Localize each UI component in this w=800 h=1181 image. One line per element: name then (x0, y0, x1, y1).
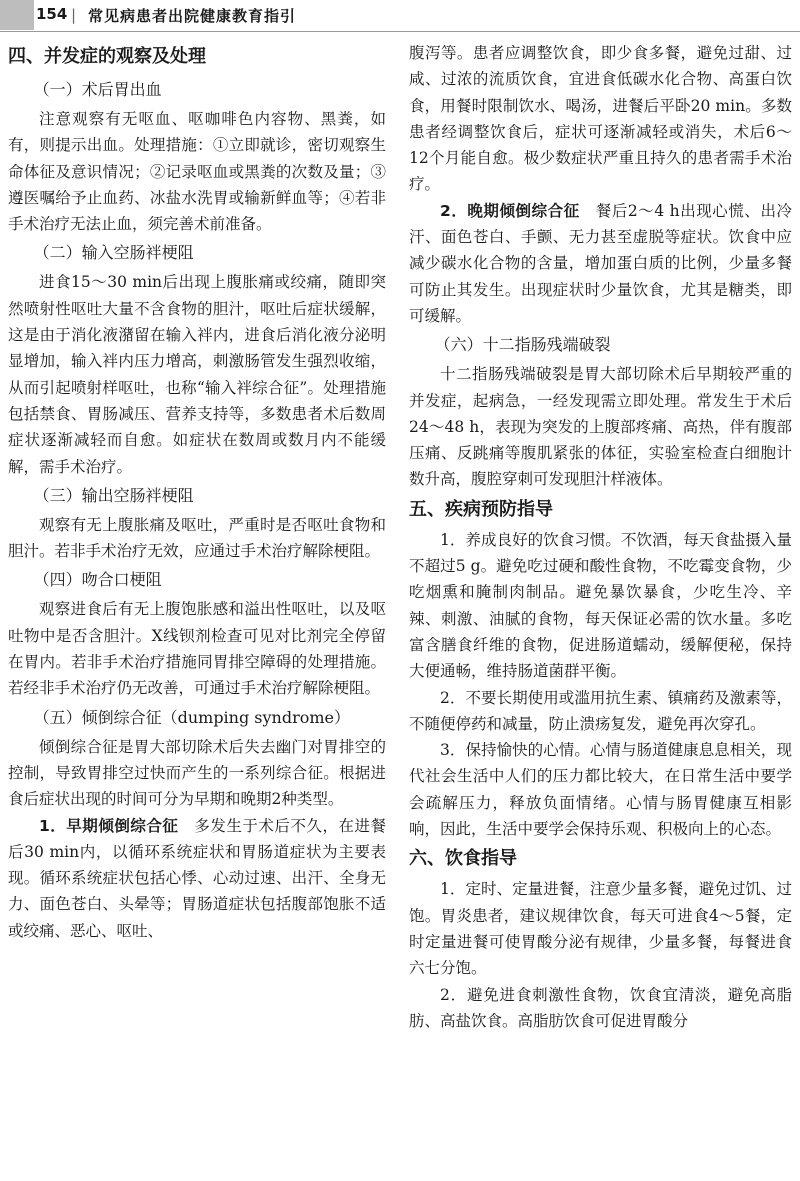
paragraph-afferent-loop: 进食15～30 min后出现上腹胀痛或绞痛，随即突然喷射性呕吐大量不含食物的胆汁，呕吐后症状缓解，这是由于消化液潴留在输入袢内，进食后消化液分泌明显增加，输入袢内压力增高，刺激肠管发生强烈收缩，从而引起喷射样呕吐，也称“输入袢综合征”。处理措施包括禁食、胃肠减压、营养支持等，多数患者术后数周症状逐渐减轻而自愈。如症状在数周或数月内不能缓解，需手术治疗。 (8, 273, 386, 476)
page-header (0, 0, 800, 30)
paragraph-prevention-1: 1．养成良好的饮食习惯。不饮酒，每天食盐摄入量不超过5 g。避免吃过硬和酸性食物，不吃霉变食物，少吃烟熏和腌制肉制品。避免暴饮暴食，少吃生冷、辛辣、刺激、油腻的食物，每天保证必需的饮水量。多吃富含膳食纤维的食物，促进肠道蠕动，缓解便秘，保持大便通畅，维持肠道菌群平衡。 (409, 530, 792, 681)
book-title: 常见病患者出院健康教育指引 (88, 7, 297, 25)
paragraph-early-dumping (8, 813, 386, 944)
right-column (409, 40, 792, 1034)
paragraph-early-dumping-cont: 腹泻等。患者应调整饮食，即少食多餐，避免过甜、过咸、过浓的流质饮食，宜进食低碳水化合物、高蛋白饮食，用餐时限制饮水、喝汤，进餐后平卧20 min。多数患者经调整饮食后，症状可逐渐减轻或消失，术后6～12个月能自愈。极少数症状严重且持久的患者需手术治疗。 (409, 44, 792, 194)
paragraph-gastric-bleeding: 注意观察有无呕血、呕咖啡色内容物、黑粪，如有，则提示出血。处理措施：①立即就诊，密切观察生命体征及意识情况；②记录呕血或黑粪的次数及量；③遵医嘱给予止血药、冰盐水洗胃或输新鲜血等；④若非手术治疗无法止血，须完善术前准备。 (8, 110, 386, 234)
section-heading-diet: 六、饮食指导 (409, 848, 517, 870)
subheading-efferent-loop: （三）输出空肠袢梗阻 (33, 485, 194, 505)
left-column (8, 40, 386, 944)
text-early-dumping: 多发生于术后不久，在进餐后30 min内，以循环系统症状和胃肠道症状为主要表现。循环系统症状包括心悸、心动过速、出汗、全身无力、面色苍白、头晕等；胃肠道症状包括腹部饱胀不适或绞痛、恶心、呕吐、 (8, 816, 386, 940)
paragraph-prevention-3: 3．保持愉快的心情。心情与肠道健康息息相关，现代社会生活中人们的压力都比较大，在日常生活中要学会疏解压力，释放负面情绪。心情与肠胃健康互相影响，因此，生活中要学会保持乐观、积极向上的心态。 (409, 741, 792, 839)
label-late-dumping: 2．晚期倾倒综合征 (440, 201, 580, 220)
header-separator: | (71, 6, 77, 24)
section-heading-complications: 四、并发症的观察及处理 (8, 46, 206, 67)
header-tab-block (0, 0, 34, 30)
page-number: 154 (36, 5, 68, 23)
paragraph-diet-2: 2．避免进食刺激性食物，饮食宜清淡，避免高脂肪、高盐饮食。高脂肪饮食可促进胃酸分 (409, 985, 792, 1030)
paragraph-dumping-syndrome: 倾倒综合征是胃大部切除术后失去幽门对胃排空的控制，导致胃排空过快而产生的一系列综合征。根据进食后症状出现的时间可分为早期和晚期2种类型。 (8, 737, 386, 809)
paragraph-duodenal-stump: 十二指肠残端破裂是胃大部切除术后早期较严重的并发症，起病急，一经发现需立即处理。常发生于术后24～48 h，表现为突发的上腹部疼痛、高热，伴有腹部压痛、反跳痛等腹肌紧张的体征，实验室检查白细胞计数升高，腹腔穿刺可发现胆汁样液体。 (409, 365, 792, 489)
subheading-duodenal-stump: （六）十二指肠残端破裂 (434, 335, 611, 355)
paragraph-efferent-loop: 观察有无上腹胀痛及呕吐，严重时是否呕吐食物和胆汁。若非手术治疗无效，应通过手术治疗解除梗阻。 (8, 515, 386, 561)
paragraph-anastomotic-obstruction: 观察进食后有无上腹饱胀感和溢出性呕吐，以及呕吐物中是否含胆汁。X线钡剂检查可见对比剂完全停留在胃内。若非手术治疗措施同胃排空障碍的处理措施。若经非手术治疗仍无改善，可通过手术治疗解除梗阻。 (8, 600, 386, 698)
paragraph-diet-1: 1．定时、定量进餐，注意少量多餐，避免过饥、过饱。胃炎患者，建议规律饮食，每天可进食4～5餐，定时定量进餐可使胃酸分泌有规律，少量多餐，每餐进食六七分饱。 (409, 880, 792, 978)
section-heading-prevention: 五、疾病预防指导 (409, 498, 553, 520)
paragraph-prevention-2: 2．不要长期使用或滥用抗生素、镇痛药及激素等，不随便停药和减量，防止溃疡复发，避免再次穿孔。 (409, 688, 792, 733)
header-rule (0, 31, 800, 32)
subheading-anastomotic-obstruction: （四）吻合口梗阻 (33, 570, 162, 590)
label-early-dumping: 1．早期倾倒综合征 (39, 816, 179, 835)
subheading-dumping-syndrome: （五）倾倒综合征（dumping syndrome） (33, 707, 351, 727)
subheading-gastric-bleeding: （一）术后胃出血 (33, 80, 162, 99)
paragraph-late-dumping (409, 198, 792, 329)
text-late-dumping: 餐后2～4 h出现心慌、出冷汗、面色苍白、手颤、无力甚至虚脱等症状。饮食中应减少碳水化合物的含量，增加蛋白质的比例，少量多餐可防止其发生。出现症状时少量饮食，尤其是糖类，即可缓解。 (409, 201, 792, 325)
subheading-afferent-loop: （二）输入空肠袢梗阻 (33, 243, 194, 263)
